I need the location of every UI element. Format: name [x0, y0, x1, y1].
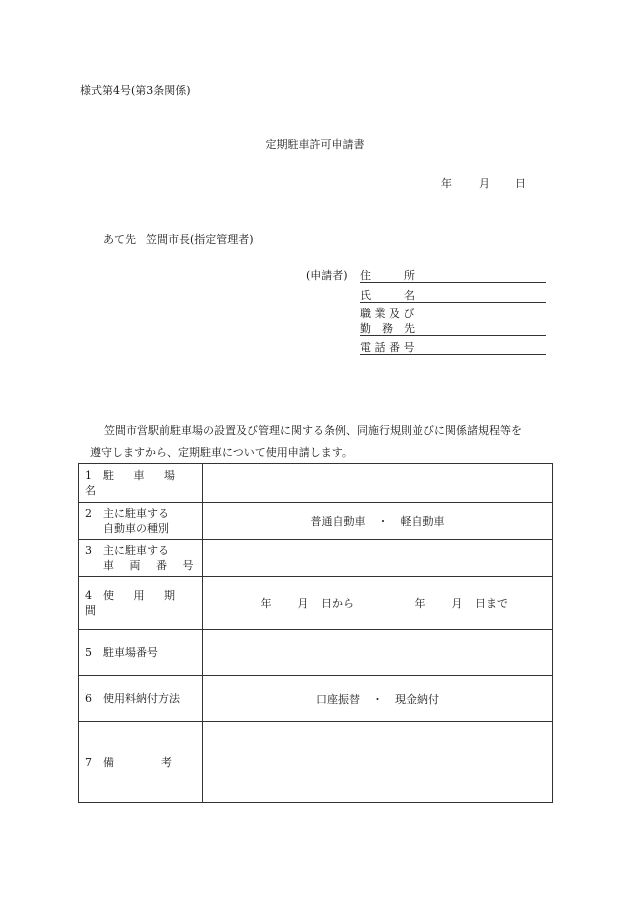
vehicle-type-label1: 主に駐車する — [103, 507, 169, 520]
addressee-prefix: あて先 — [103, 233, 136, 246]
row-label: 1 駐 車 場 名 — [79, 464, 203, 503]
statement — [90, 420, 560, 464]
option-light-car[interactable]: 軽自動車 — [400, 515, 445, 528]
option-cash-payment[interactable]: 現金納付 — [395, 692, 439, 706]
applicant-occupation-field[interactable] — [360, 305, 546, 336]
payment-method-options — [203, 676, 553, 722]
row-label: 6 使用料納付方法 — [79, 676, 203, 722]
usage-period-input[interactable]: 年 月 日から 年 月 日まで — [203, 577, 553, 630]
applicant-phone-field[interactable] — [360, 339, 546, 355]
document-title: 定期駐車許可申請書 — [265, 138, 365, 151]
parking-number-label: 駐車場番号 — [103, 646, 158, 659]
date-line — [441, 175, 526, 191]
remarks-label-a: 備 — [103, 755, 114, 769]
row-label: 3 主に駐車する 車 両 番 号 — [79, 540, 203, 577]
row-vehicle-number — [79, 540, 553, 577]
parking-name-label: 駐 車 場 名 — [85, 469, 183, 497]
form-number: 様式第4号(第3条関係) — [80, 84, 191, 97]
row-label: 2 主に駐車する 自動車の種別 — [79, 503, 203, 540]
row-vehicle-type — [79, 503, 553, 540]
vehicle-type-options — [203, 503, 553, 540]
vehicle-number-label1: 主に駐車する — [103, 544, 169, 557]
application-table — [78, 463, 553, 803]
statement-line2: 遵守しますから、定期駐車について使用申請します。 — [90, 446, 353, 459]
remarks-label-b: 考 — [161, 755, 172, 769]
applicant-name-field[interactable] — [360, 287, 546, 303]
date-day: 日 — [515, 177, 526, 190]
separator: ・ — [377, 515, 389, 528]
date-year: 年 — [441, 177, 452, 190]
usage-period-label: 使 用 期 間 — [85, 589, 183, 617]
date-month: 月 — [479, 177, 490, 190]
row-parking-name — [79, 464, 553, 503]
row-label: 7 備 考 — [79, 722, 203, 803]
row-label: 5 駐車場番号 — [79, 630, 203, 676]
addressee-name: 笠間市長(指定管理者) — [146, 233, 254, 246]
vehicle-number-input[interactable] — [203, 540, 553, 577]
parking-number-input[interactable] — [203, 630, 553, 676]
occupation-label-line1: 職 業 及 び — [360, 307, 415, 320]
payment-method-label: 使用料納付方法 — [103, 692, 180, 705]
separator: ・ — [372, 692, 383, 706]
row-payment-method — [79, 676, 553, 722]
row-parking-number — [79, 630, 553, 676]
parking-name-input[interactable] — [203, 464, 553, 503]
remarks-input[interactable] — [203, 722, 553, 803]
row-label: 4 使 用 期 間 — [79, 577, 203, 630]
applicant-label: (申請者) — [306, 269, 348, 282]
statement-line1: 笠間市営駅前駐車場の設置及び管理に関する条例、同施行規則並びに関係諸規程等を — [104, 424, 522, 437]
vehicle-number-label2: 車 両 番 号 — [103, 559, 200, 572]
phone-label: 電 話 番 号 — [360, 341, 415, 354]
option-bank-transfer[interactable]: 口座振替 — [316, 692, 360, 706]
option-standard-car[interactable]: 普通自動車 — [310, 515, 366, 528]
row-remarks — [79, 722, 553, 803]
row-usage-period — [79, 577, 553, 630]
applicant-address-field[interactable] — [360, 267, 546, 283]
addressee — [103, 231, 254, 247]
name-label: 氏 名 — [360, 289, 415, 302]
address-label: 住 所 — [360, 269, 415, 282]
occupation-label-line2: 勤 務 先 — [360, 322, 415, 335]
vehicle-type-label2: 自動車の種別 — [103, 522, 169, 535]
